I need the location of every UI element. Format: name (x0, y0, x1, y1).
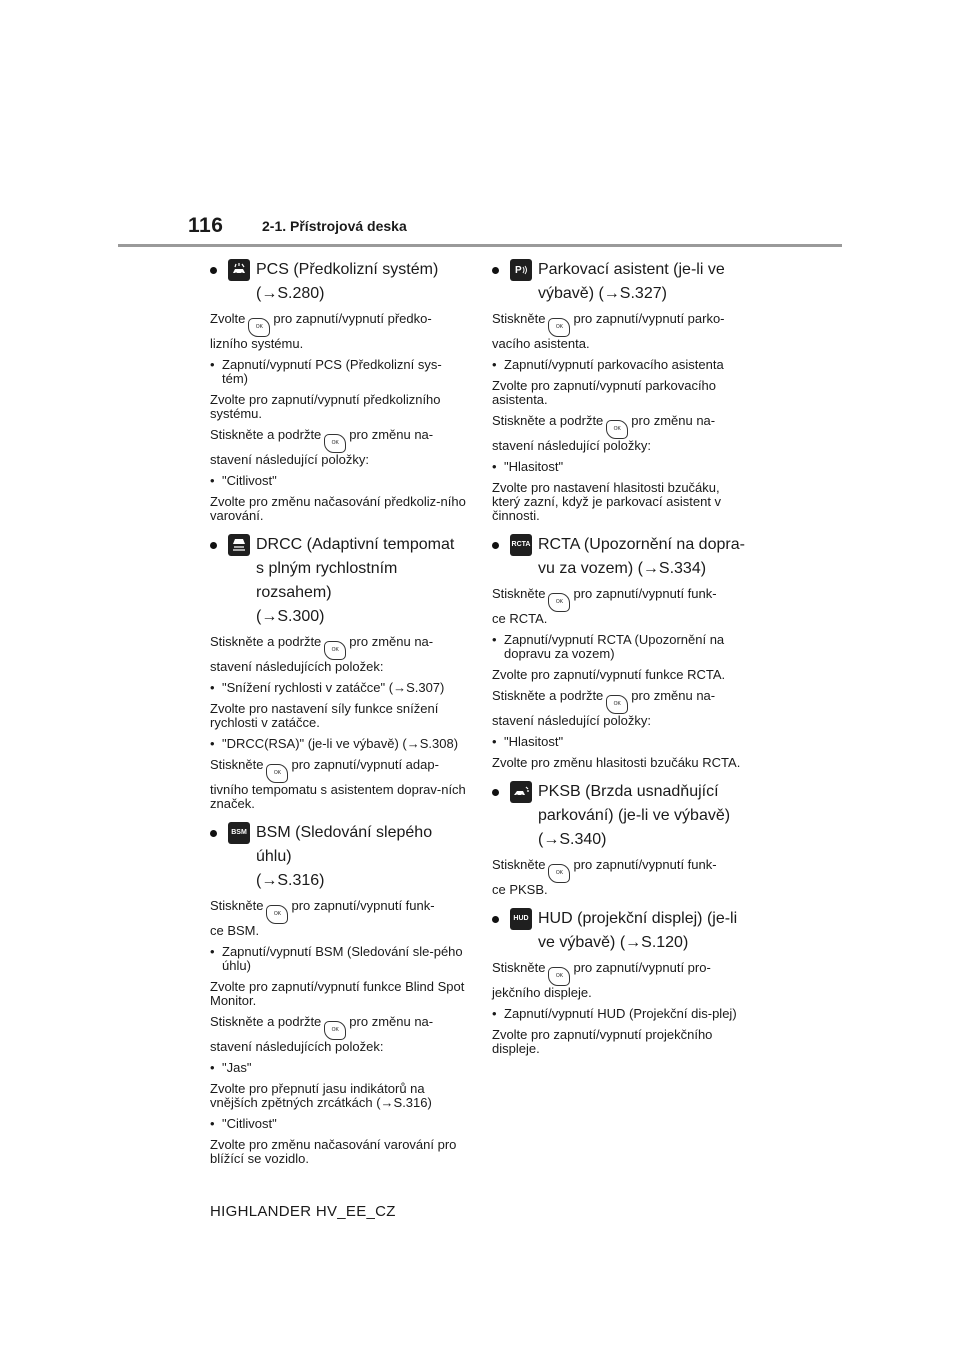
parking-assist-list-item-1: • Zapnutí/vypnutí parkovacího asistenta (492, 358, 748, 372)
rcta-text-3: Stiskněte a podržteOKpro změnu na- stavení následující položky: (492, 688, 716, 728)
drcc-list-item-2: • "DRCC(RSA)" (je-li ve výbavě) (→S.308) (210, 737, 466, 751)
rcta-list-item-2: • "Hlasitost" (492, 735, 748, 749)
bullet-icon (492, 789, 499, 796)
rcta-heading (492, 533, 748, 581)
drcc-text-1: Stiskněte a podržteOKpro změnu na- stavení následujících položek: (210, 634, 434, 674)
hud-text-1: StiskněteOKpro zapnutí/vypnutí pro- jekčního displeje. (492, 960, 711, 1000)
ok-button-icon: OK (324, 1021, 346, 1040)
bullet-icon (492, 542, 499, 549)
drcc-title-line3: (→S.300) (256, 608, 325, 625)
ok-button-icon: OK (548, 318, 570, 337)
bsm-list-item-1: • Zapnutí/vypnutí BSM (Sledování sle-pého úhlu) (210, 945, 466, 973)
pksb-title-line2: parkování) (je-li ve výbavě) (538, 807, 731, 824)
hud-title-line1: HUD (projekční displej) (je-li (538, 910, 738, 927)
parking-assist-heading (492, 258, 748, 306)
bsm-title-line1: BSM (Sledování slepého úhlu) (256, 824, 433, 865)
bsm-text-2: Zvolte pro zapnutí/vypnutí funkce Blind Spot Monitor. (210, 979, 465, 1008)
rcta-icon: RCTA (510, 534, 532, 556)
rcta-list-item-1: • Zapnutí/vypnutí RCTA (Upozornění na dopravu za vozem) (492, 633, 748, 661)
left-column (210, 258, 466, 1176)
pksb-item (492, 780, 748, 897)
drcc-item (210, 533, 466, 811)
ok-button-icon: OK (548, 864, 570, 883)
hud-list-item-1: • Zapnutí/vypnutí HUD (Projekční dis-plej) (492, 1007, 748, 1021)
ok-button-icon: OK (266, 905, 288, 924)
pcs-heading (210, 258, 466, 306)
rcta-title-line2: vu za vozem) (→S.334) (538, 560, 707, 577)
drcc-icon (228, 534, 250, 556)
bsm-list-item-3: • "Citlivost" (210, 1117, 466, 1131)
parking-assist-title-line1: Parkovací asistent (je-li ve (538, 261, 725, 278)
bsm-text-4: Zvolte pro přepnutí jasu indikátorů na vnějších zpětných zrcátkách (→S.316) (210, 1081, 432, 1110)
ok-button-icon: OK (606, 695, 628, 714)
rcta-text-1: StiskněteOKpro zapnutí/vypnutí funk- ce RCTA. (492, 586, 717, 626)
drcc-list-item-1: • "Snížení rychlosti v zatáčce" (→S.307) (210, 681, 466, 695)
ok-button-icon: OK (548, 967, 570, 986)
pcs-text-2: Zvolte pro zapnutí/vypnutí předkolizního systému. (210, 392, 441, 421)
hud-text-2: Zvolte pro zapnutí/vypnutí projekčního displeje. (492, 1027, 713, 1056)
ok-button-icon: OK (548, 593, 570, 612)
bsm-text-3: Stiskněte a podržteOKpro změnu na- stavení následujících položek: (210, 1014, 434, 1054)
svg-text:P: P (515, 265, 522, 276)
pcs-list-item-2: • "Citlivost" (210, 474, 466, 488)
drcc-title-line1: DRCC (Adaptivní tempomat (256, 536, 455, 553)
bullet-icon (210, 830, 217, 837)
pcs-text-1: ZvolteOKpro zapnutí/vypnutí předko- lizního systému. (210, 311, 432, 351)
bsm-text-1: StiskněteOKpro zapnutí/vypnutí funk- ce BSM. (210, 898, 435, 938)
parking-assist-text-2: Zvolte pro zapnutí/vypnutí parkovacího asistenta. (492, 378, 717, 407)
drcc-title-line2: s plným rychlostním rozsahem) (256, 560, 398, 601)
parking-assist-title-line2: výbavě) (→S.327) (538, 285, 667, 302)
footer-model: HIGHLANDER HV_EE_CZ (210, 1203, 396, 1220)
drcc-heading (210, 533, 466, 629)
bsm-title-line2: (→S.316) (256, 872, 325, 889)
rcta-text-2: Zvolte pro zapnutí/vypnutí funkce RCTA. (492, 667, 726, 682)
pksb-title-line3: (→S.340) (538, 831, 607, 848)
hud-icon: HUD (510, 908, 532, 930)
parking-assist-text-4: Zvolte pro nastavení hlasitosti bzučáku, který zazní, když je parkovací asistent v činnosti. (492, 480, 722, 523)
pcs-title-line1: PCS (Předkolizní systém) (256, 261, 439, 278)
pksb-icon (510, 781, 532, 803)
right-column (492, 258, 748, 1066)
pksb-text-1: StiskněteOKpro zapnutí/vypnutí funk- ce PKSB. (492, 857, 717, 897)
pcs-list-item-1: • Zapnutí/vypnutí PCS (Předkolizní sys-tém) (210, 358, 466, 386)
section-title: 2-1. Přístrojová deska (262, 218, 407, 234)
rcta-item (492, 533, 748, 770)
ok-button-icon: OK (248, 318, 270, 337)
header-divider (118, 244, 842, 247)
rcta-text-4: Zvolte pro změnu hlasitosti bzučáku RCTA. (492, 755, 741, 770)
pcs-text-3: Stiskněte a podržteOKpro změnu na- stavení následující položky: (210, 427, 434, 467)
drcc-text-3: StiskněteOKpro zapnutí/vypnutí adap- tivního tempomatu s asistentem doprav-ních značek. (210, 757, 466, 811)
bullet-icon (210, 542, 217, 549)
pcs-text-4: Zvolte pro změnu načasování předkoliz-ního varování. (210, 494, 466, 523)
rcta-title-line1: RCTA (Upozornění na dopra- (538, 536, 745, 553)
bsm-icon: BSM (228, 822, 250, 844)
bullet-icon (492, 916, 499, 923)
bsm-item (210, 821, 466, 1166)
drcc-text-2: Zvolte pro nastavení síly funkce snížení rychlosti v zatáčce. (210, 701, 439, 730)
parking-assist-icon (510, 259, 532, 281)
bullet-icon (492, 267, 499, 274)
pcs-icon (228, 259, 250, 281)
parking-assist-list-item-2: • "Hlasitost" (492, 460, 748, 474)
page-number: 116 (188, 214, 224, 237)
hud-item (492, 907, 748, 1056)
parking-assist-item (492, 258, 748, 523)
pcs-title-line2: (→S.280) (256, 285, 325, 302)
pcs-item (210, 258, 466, 523)
ok-button-icon: OK (266, 764, 288, 783)
bsm-list-item-2: • "Jas" (210, 1061, 466, 1075)
pksb-heading (492, 780, 748, 852)
bsm-heading (210, 821, 466, 893)
hud-title-line2: ve výbavě) (→S.120) (538, 934, 689, 951)
ok-button-icon: OK (606, 420, 628, 439)
parking-assist-text-1: StiskněteOKpro zapnutí/vypnutí parko- vacího asistenta. (492, 311, 725, 351)
ok-button-icon: OK (324, 641, 346, 660)
ok-button-icon: OK (324, 434, 346, 453)
pksb-title-line1: PKSB (Brzda usnadňující (538, 783, 719, 800)
bullet-icon (210, 267, 217, 274)
parking-assist-text-3: Stiskněte a podržteOKpro změnu na- stavení následující položky: (492, 413, 716, 453)
bsm-text-5: Zvolte pro změnu načasování varování pro blížící se vozidlo. (210, 1137, 457, 1166)
hud-heading (492, 907, 748, 955)
